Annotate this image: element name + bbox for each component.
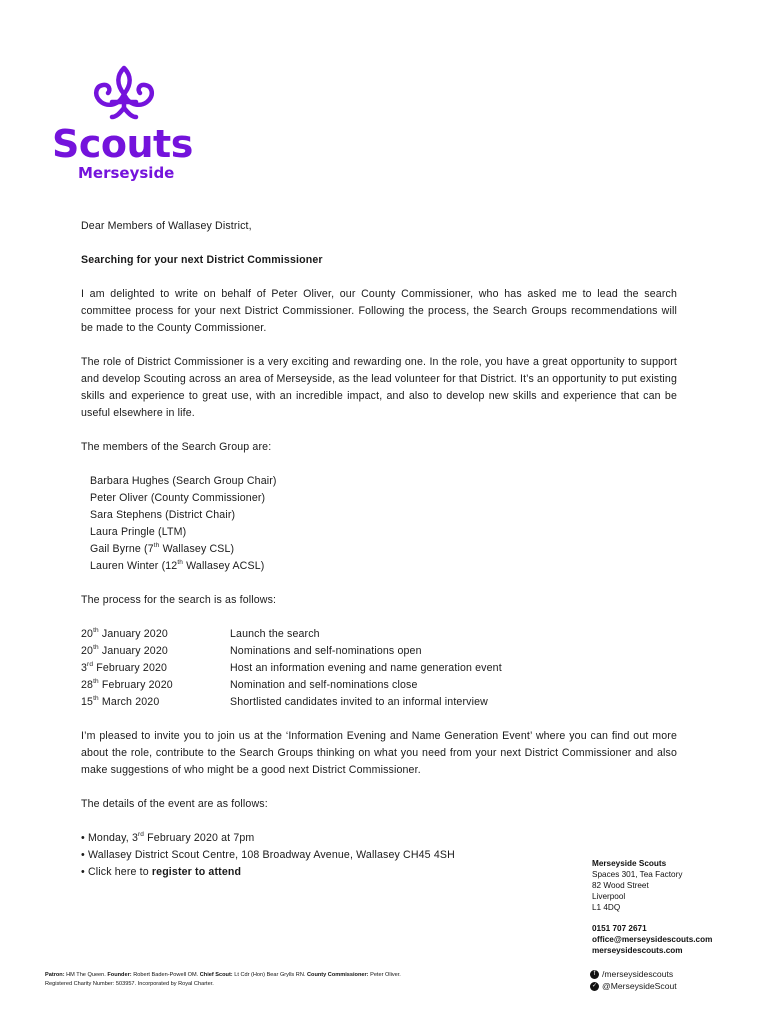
paragraph-invite: I’m pleased to invite you to join us at the ‘Information Evening and Name Generation Event’ where you can find out more about the role, contribute to the Search Groups thinking on what you need from your next District Commissioner and also make suggestions of who might be a good next District Commissioner. xyxy=(81,730,677,776)
twitter-link[interactable]: ✓ @MerseysideScout xyxy=(591,981,677,991)
letter-subject: Searching for your next District Commissioner xyxy=(81,254,323,266)
address-line: Liverpool xyxy=(592,892,626,901)
paragraph-intro: I am delighted to write on behalf of Peter Oliver, our County Commissioner, who has asked me to lead the search committee process for your next District Commissioner. Following the process, the Search Groups recommendations will be made to the County Commissioner. xyxy=(81,288,677,334)
timeline-row: 3rd February 2020 Host an information evening and name generation event xyxy=(81,661,502,674)
footer-charity: Registered Charity Number: 503957. Incorporated by Royal Charter. xyxy=(45,981,214,987)
contact-address xyxy=(592,858,712,956)
address-line: 82 Wood Street xyxy=(592,881,649,890)
scouts-logo xyxy=(52,64,212,182)
member-item: Barbara Hughes (Search Group Chair) xyxy=(90,475,277,487)
timeline-row: 20th January 2020 Launch the search xyxy=(81,627,320,640)
footer-patrons: Patron: HM The Queen. Founder: Robert Baden-Powell OM. Chief Scout: Lt Cdr (Hon) Bear Grylls RN. County Commissioner: Peter Oliver. xyxy=(45,972,401,978)
website-link[interactable]: merseysidescouts.com xyxy=(592,946,683,955)
event-details xyxy=(81,830,677,881)
fleur-de-lis-icon xyxy=(89,64,159,122)
timeline-row: 15th March 2020 Shortlisted candidates invited to an informal interview xyxy=(81,695,488,708)
org-name: Merseyside Scouts xyxy=(592,859,667,868)
member-item: Lauren Winter (12th Wallasey ACSL) xyxy=(90,559,265,572)
brand-region: Merseyside xyxy=(78,164,175,182)
footer-legal xyxy=(45,971,401,989)
event-venue: • Wallasey District Scout Centre, 108 Broadway Avenue, Wallasey CH45 4SH xyxy=(81,849,455,861)
twitter-icon: ✓ xyxy=(591,982,598,989)
salutation: Dear Members of Wallasey District, xyxy=(81,220,252,232)
member-item: Gail Byrne (7th Wallasey CSL) xyxy=(90,542,235,555)
paragraph-role: The role of District Commissioner is a very exciting and rewarding one. In the role, you have a great opportunity to support and develop Scouting across an area of Merseyside, as the lead volunteer for that District. It’s an opportunity to put existing skills and experience to great use, with an incredible impact, and also to develop new skills and experience that can be useful elsewhere in life. xyxy=(81,356,677,419)
brand-name: Scouts xyxy=(52,122,193,166)
event-register: • Click here to register to attend xyxy=(81,866,242,878)
facebook-link[interactable]: f /merseysidescouts xyxy=(590,968,677,980)
email-link[interactable]: office@merseysidescouts.com xyxy=(592,935,713,944)
event-date: • Monday, 3rd February 2020 at 7pm xyxy=(81,831,255,844)
register-link[interactable]: register to attend xyxy=(151,866,242,878)
member-item: Laura Pringle (LTM) xyxy=(90,526,187,538)
details-intro: The details of the event are as follows: xyxy=(81,798,268,810)
members-list xyxy=(90,473,677,575)
letter-body xyxy=(81,218,677,881)
member-item: Sara Stephens (District Chair) xyxy=(90,509,236,521)
address-line: L1 4DQ xyxy=(592,903,621,912)
timeline-row: 28th February 2020 Nomination and self-nominations close xyxy=(81,678,418,691)
address-line: Spaces 301, Tea Factory xyxy=(592,870,683,879)
facebook-icon: f xyxy=(590,970,599,979)
social-links xyxy=(590,968,677,992)
members-intro: The members of the Search Group are: xyxy=(81,441,272,453)
timeline-row: 20th January 2020 Nominations and self-nominations open xyxy=(81,644,422,657)
timeline-table xyxy=(81,626,502,711)
member-item: Peter Oliver (County Commissioner) xyxy=(90,492,266,504)
phone-number: 0151 707 2671 xyxy=(592,924,647,933)
process-intro: The process for the search is as follows: xyxy=(81,594,277,606)
